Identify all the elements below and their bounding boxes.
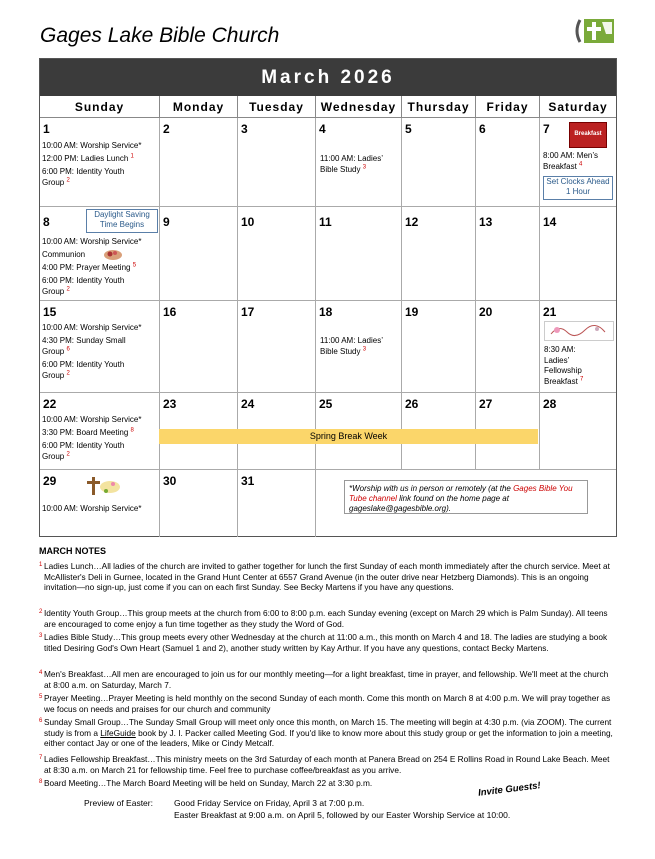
weekday-friday: Friday (476, 96, 540, 118)
day-cell[interactable] (540, 393, 616, 470)
day-cell[interactable] (402, 207, 476, 301)
day-number: 29 (43, 474, 57, 488)
day-cell[interactable] (238, 118, 316, 207)
note-small-group: 6 Sunday Small Group…The Sunday Small Group will meet only once this month, on March 15. The meeting will begin at 4:30 p.m. (via ZOOM). The current study is from a LifeGuide book by J. I. Packer called Meeting God. If you'd like to know more about this study group or get the information to join a meeting, either contact Jay or one of the leaders, Mike or Cindy Metcalf. (39, 717, 613, 749)
day-number: 2 (163, 122, 170, 136)
breakfast-image: Breakfast (569, 122, 607, 148)
day-number: 13 (479, 215, 493, 229)
day-cell[interactable] (40, 470, 160, 537)
day-number: 9 (163, 215, 170, 229)
day-number: 28 (543, 397, 557, 411)
event-mens-breakfast[interactable]: 8:00 AM: Men’s Breakfast $^4$ (543, 151, 598, 171)
weekday-sunday: Sunday (40, 96, 160, 118)
event-prayer-meeting[interactable]: 4:00 PM: Prayer Meeting $^5$ (42, 262, 137, 272)
event-board-meeting[interactable]: 3:30 PM: Board Meeting $^8$ (42, 427, 134, 437)
weekday-saturday: Saturday (540, 96, 616, 118)
day-cell[interactable] (238, 470, 316, 537)
day-cell[interactable] (540, 207, 616, 301)
day-cell[interactable] (40, 207, 160, 301)
day-number: 3 (241, 122, 248, 136)
easter-line-2: Easter Breakfast at 9:00 a.m. on April 5, followed by our Easter Worship Service at 10:00. (174, 810, 511, 820)
event-worship[interactable]: 10:00 AM: Worship Service* (42, 323, 142, 332)
event-worship[interactable]: 10:00 AM: Worship Service* (42, 504, 142, 513)
day-number: 17 (241, 305, 255, 319)
event-worship[interactable]: 10:00 AM: Worship Service* (42, 415, 142, 424)
weekday-wednesday: Wednesday (316, 96, 402, 118)
note-ladies-lunch: 1 Ladies Lunch…All ladies of the church are invited to gather together for lunch the first Sunday of each month immediately after the church service. Meet at McAllister's Deli in Gurnee, located in the Grand Hunt Center at 6557 Grand Avenue (in the outer drive near Hetzberg Diamonds). This is an ongoing invitation—no sign-up, just come if you can on each first Sunday. See Becky Martens if you have any questions. (39, 561, 610, 593)
day-number: 10 (241, 215, 255, 229)
day-cell[interactable] (40, 393, 160, 470)
day-cell[interactable] (238, 301, 316, 393)
day-number: 1 (43, 122, 50, 136)
weekday-tuesday: Tuesday (238, 96, 316, 118)
day-cell[interactable] (160, 301, 238, 393)
day-cell[interactable] (316, 118, 402, 207)
day-number: 16 (163, 305, 177, 319)
event-worship[interactable]: 10:00 AM: Worship Service* (42, 237, 142, 246)
event-ladies-fellowship[interactable]: 8:30 AM: Ladies’ Fellowship Breakfast $^7$ (544, 345, 584, 386)
day-number: 23 (163, 397, 177, 411)
youtube-link[interactable]: Gages Bible You Tube channel (349, 484, 573, 503)
event-small-group[interactable]: 4:30 PM: Sunday Small Group $^6$ (42, 336, 126, 356)
day-number: 26 (405, 397, 419, 411)
day-number: 27 (479, 397, 493, 411)
day-cell[interactable] (476, 118, 540, 207)
day-cell[interactable] (540, 301, 616, 393)
dst-note: Daylight Saving Time Begins (86, 209, 158, 233)
day-cell[interactable] (402, 118, 476, 207)
event-youth-group[interactable]: 6:00 PM: Identity Youth Group $^2$ (42, 441, 125, 461)
event-bible-study[interactable]: 11:00 AM: Ladies’ Bible Study $^3$ (320, 336, 383, 356)
note-board-meeting: 8 Board Meeting…The March Board Meeting will be held on Sunday, March 22 at 3:30 p.m. (39, 778, 373, 788)
day-cell[interactable] (402, 301, 476, 393)
spring-break-bar[interactable]: Spring Break Week (159, 429, 538, 444)
day-number: 25 (319, 397, 333, 411)
day-number: 7 (543, 122, 550, 136)
day-number: 12 (405, 215, 419, 229)
day-number: 15 (43, 305, 57, 319)
day-number: 22 (43, 397, 57, 411)
event-youth-group[interactable]: 6:00 PM: Identity Youth Group $^2$ (42, 167, 125, 187)
day-number: 31 (241, 474, 255, 488)
day-number: 14 (543, 215, 557, 229)
set-clocks-note: Set Clocks Ahead 1 Hour (543, 176, 613, 200)
day-cell[interactable] (476, 301, 540, 393)
day-number: 24 (241, 397, 255, 411)
event-worship[interactable]: 10:00 AM: Worship Service* (42, 141, 142, 150)
church-title: Gages Lake Bible Church (40, 24, 280, 47)
day-cell[interactable] (316, 207, 402, 301)
event-communion[interactable]: Communion (42, 250, 86, 259)
day-cell[interactable] (476, 207, 540, 301)
communion-icon (102, 247, 124, 261)
day-cell[interactable] (160, 207, 238, 301)
event-bible-study[interactable]: 11:00 AM: Ladies’ Bible Study $^3$ (320, 154, 383, 174)
event-youth-group[interactable]: 6:00 PM: Identity Youth Group $^2$ (42, 360, 125, 380)
easter-line-1: Good Friday Service on Friday, April 3 at 7:00 p.m. (174, 798, 365, 808)
note-bible-study: 3 Ladies Bible Study…This group meets every other Wednesday at the church at 11:00 a.m., this month on March 4 and 18. The ladies are studying a book titled Desiring God's Own Heart (Samuel 1 and 2), another study written by Kay Arthur. If you have any questions, contact Becky Martens. (39, 632, 608, 653)
day-number: 4 (319, 122, 326, 136)
church-logo-icon (572, 16, 616, 46)
weekday-monday: Monday (160, 96, 238, 118)
day-cell[interactable] (40, 301, 160, 393)
day-number: 11 (319, 215, 332, 229)
note-ladies-fellowship: 7 Ladies Fellowship Breakfast…This ministry meets on the 3rd Saturday of each month at Panera Bread on 254 E Rollins Road in Round Lake Beach. Meet at 8:30 a.m. on March 21 for fellowship time. Feel free to purchase coffee/breakfast as you arrive. (39, 754, 610, 775)
event-ladies-lunch[interactable]: 12:00 PM: Ladies Lunch $^1$ (42, 153, 134, 163)
weekday-thursday: Thursday (402, 96, 476, 118)
invite-guests: Invite Guests! (477, 780, 542, 799)
day-number: 30 (163, 474, 177, 488)
note-mens-breakfast: 4 Men's Breakfast…All men are encouraged to join us for our monthly meeting—for a light breakfast, time in prayer, and fellowship. We'll meet at the church at 8:00 a.m. on Saturday, March 7. (39, 669, 609, 690)
day-number: 20 (479, 305, 493, 319)
lifeguide-link[interactable]: LifeGuide (100, 727, 136, 738)
day-cell[interactable] (160, 470, 238, 537)
day-cell[interactable] (40, 118, 160, 207)
day-number: 6 (479, 122, 486, 136)
day-cell[interactable] (540, 118, 616, 207)
day-number: 5 (405, 122, 412, 136)
month-title: March 2026 (40, 59, 616, 96)
day-number: 8 (43, 215, 50, 229)
worship-note: *Worship with us in person or remotely (at the Gages Bible You Tube channel link found on the home page at gageslake@gagesbible.org). (344, 480, 588, 514)
easter-label: Preview of Easter: (84, 798, 153, 808)
day-number: 18 (319, 305, 333, 319)
fellowship-image (544, 321, 614, 341)
day-number: 19 (405, 305, 419, 319)
note-youth-group: 2 Identity Youth Group…This group meets at the church from 6:00 to 8:00 p.m. each Sunday evening (except on March 29 which is Palm Sunday). All teens are encouraged to come enjoy a fun time together as they study the Word of God. (39, 608, 608, 629)
easter-preview (84, 797, 510, 821)
calendar (39, 58, 617, 537)
notes-title: MARCH NOTES (39, 546, 106, 556)
day-number: 21 (543, 305, 557, 319)
event-youth-group[interactable]: 6:00 PM: Identity Youth Group $^2$ (42, 276, 125, 296)
easter-cross-image (82, 475, 122, 497)
note-prayer-meeting: 5 Prayer Meeting…Prayer Meeting is held monthly on the second Sunday of each month. Come this month on March 8 at 4:00 p.m. We will pray together as we focus on needs and praises for our church and community (39, 693, 611, 714)
day-cell[interactable] (160, 118, 238, 207)
day-cell[interactable] (316, 301, 402, 393)
day-cell[interactable] (238, 207, 316, 301)
